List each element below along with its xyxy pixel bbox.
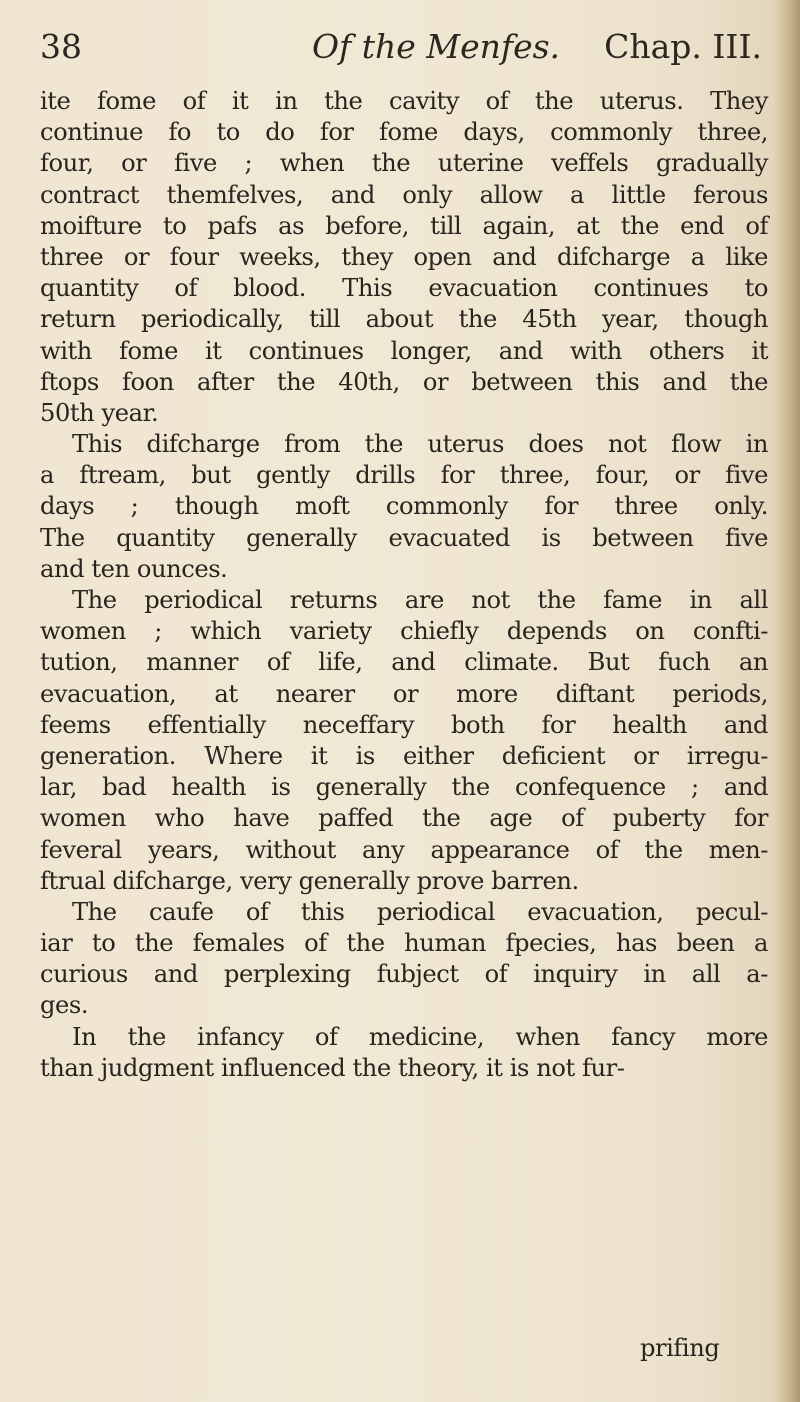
body-text [40, 86, 768, 1084]
text-line: The caufe of this periodical evacuation, pecul- [72, 897, 768, 926]
running-title: Of the Menfes. [312, 27, 561, 66]
page-number: 38 [40, 27, 82, 66]
text-line: contract themfelves, and only allow a little ferous [40, 180, 768, 209]
text-line: and ten ounces. [40, 554, 228, 583]
text-line: moifture to pafs as before, till again, at the end of [40, 211, 768, 240]
text-line: iar to the females of the human fpecies, has been a [40, 929, 768, 958]
paragraph-3 [40, 585, 768, 897]
text-line: tution, manner of life, and climate. But fuch an [40, 648, 768, 677]
running-header [40, 22, 768, 72]
text-line: 50th year. [40, 398, 159, 427]
text-line: The quantity generally evacuated is between five [40, 523, 768, 552]
text-line: ite fome of it in the cavity of the uterus. They [40, 87, 768, 115]
paragraph-1 [40, 86, 768, 429]
text-line: women who have paffed the age of puberty for [40, 804, 768, 833]
catchword: prifing [640, 1334, 720, 1362]
text-line: return periodically, till about the 45th year, though [40, 305, 768, 334]
text-line: evacuation, at nearer or more diftant periods, [40, 679, 768, 708]
text-line: three or four weeks, they open and difcharge a like [40, 242, 768, 271]
text-line: feveral years, without any appearance of the men- [40, 835, 768, 864]
page-edge-shadow [774, 0, 800, 1402]
text-line: The periodical returns are not the fame in all [72, 586, 768, 614]
paragraph-4 [40, 897, 768, 1022]
text-line: a ftream, but gently drills for three, four, or five [40, 461, 768, 490]
text-line: ges. [40, 991, 89, 1020]
text-line: lar, bad health is generally the confequence ; and [40, 773, 768, 802]
text-line: This difcharge from the uterus does not flow in [72, 430, 768, 459]
text-line: days ; though moft commonly for three only. [40, 492, 768, 521]
text-line: ftrual difcharge, very generally prove barren. [40, 866, 579, 895]
text-line: with fome it continues longer, and with others it [40, 336, 768, 365]
text-line: In the infancy of medicine, when fancy more [72, 1022, 768, 1051]
paragraph-5 [40, 1022, 768, 1084]
text-line: than judgment influenced the theory, it is not fur- [40, 1053, 625, 1082]
text-line: four, or five ; when the uterine veffels gradually [40, 149, 768, 178]
text-line: quantity of blood. This evacuation continues to [40, 274, 768, 303]
paragraph-2 [40, 429, 768, 585]
text-line: continue fo to do for fome days, commonly three, [40, 118, 768, 147]
text-line: generation. Where it is either deficient or irregu- [40, 741, 768, 770]
text-line: curious and perplexing fubject of inquiry in all a- [40, 960, 768, 989]
chapter-label: Chap. III. [604, 27, 762, 66]
text-line: ftops foon after the 40th, or between this and the [40, 367, 768, 396]
text-line: women ; which variety chiefly depends on confti- [40, 617, 768, 646]
text-line: feems effentially neceffary both for health and [40, 710, 768, 739]
